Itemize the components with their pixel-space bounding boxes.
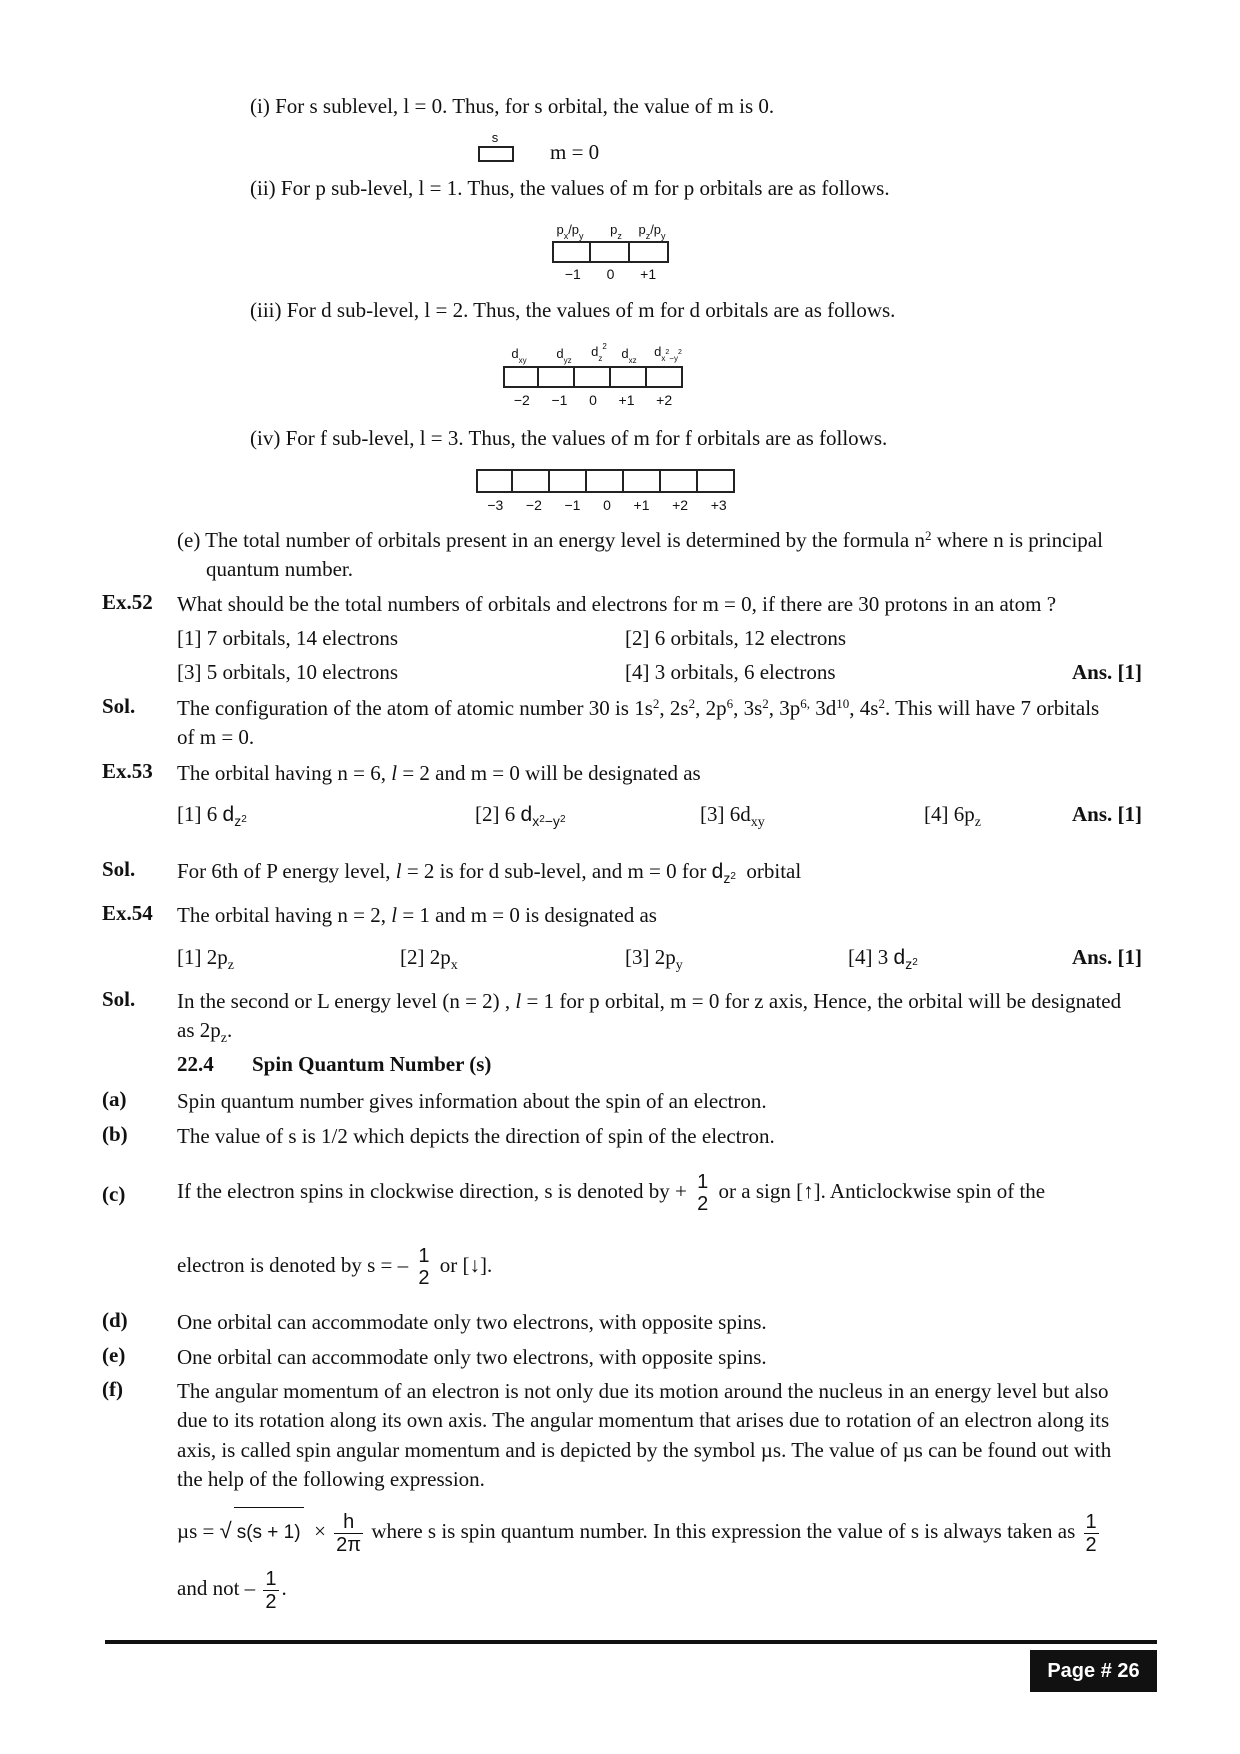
point-c-2: electron is denoted by s = – 1 2 or [↓]. bbox=[177, 1245, 493, 1290]
d-label-x2y2: $d_{x^2-y^2}$ bbox=[654, 344, 682, 363]
point-a: Spin quantum number gives information about the spin of an electron. bbox=[177, 1089, 767, 1113]
p-label-2: $p_z$ bbox=[610, 222, 622, 241]
ex53-label: Ex.53 bbox=[102, 759, 153, 783]
ex52-option-4: [4] 3 orbitals, 6 electrons bbox=[625, 660, 836, 684]
ex52-solution-2: of m = 0. bbox=[177, 725, 255, 749]
d-label-yz: $d_{yz}$ bbox=[556, 346, 572, 365]
point-f-line-2: due to its rotation along its own axis. The angular momentum that arises due to rotation of an electron along its bbox=[177, 1408, 1110, 1432]
line-e-total-orbitals: (e) The total number of orbitals present in an energy level is determined by the formula $n^2$ where n is principal bbox=[177, 528, 1103, 552]
ex54-question: The orbital having n = 2, l = 1 and m = 0 is designated as bbox=[177, 903, 657, 927]
ex54-sol-label: Sol. bbox=[102, 987, 136, 1011]
ex52-option-1: [1] 7 orbitals, 14 electrons bbox=[177, 626, 399, 650]
ex53-option-3: [3] $6d_{xy}$ bbox=[700, 802, 765, 830]
f-orbital-boxes bbox=[476, 469, 735, 493]
ex52-label: Ex.52 bbox=[102, 590, 153, 614]
ex53-sol-label: Sol. bbox=[102, 857, 136, 881]
ex53-option-4: [4] $6p_z$ bbox=[924, 802, 981, 830]
ex53-answer: Ans. [1] bbox=[1072, 802, 1143, 826]
s-m-value: m = 0 bbox=[550, 140, 600, 164]
p-orbital-boxes bbox=[552, 241, 669, 263]
ex53-option-2: [2] 6 $d_{x^2-y^2}$ bbox=[475, 802, 566, 829]
d-orbital-boxes bbox=[503, 366, 683, 388]
ex52-question: What should be the total numbers of orbitals and electrons for m = 0, if there are 30 protons in an atom ? bbox=[177, 592, 1057, 616]
point-f-label: (f) bbox=[102, 1377, 123, 1401]
f-m-values: −3 −2 −1 0 +1 +2 +3 bbox=[487, 497, 727, 513]
ex52-answer: Ans. [1] bbox=[1072, 660, 1143, 684]
ex54-option-3: [3] $2p_y$ bbox=[625, 945, 683, 973]
ex53-question: The orbital having n = 6, l = 2 and m = 0 will be designated as bbox=[177, 761, 701, 785]
ex52-solution: The configuration of the atom of atomic number 30 is $1s^2$, $2s^2$, $2p^6$, $3s^2$, $3p^{6,}$ $3d^{10}$, $4s^2$. This will have 7 orbitals bbox=[177, 696, 1100, 720]
p-label-1: $p_x/p_y$ bbox=[556, 222, 584, 241]
p-m-values: −1 0 +1 bbox=[564, 266, 657, 282]
page-number: Page # 26 bbox=[1030, 1650, 1157, 1692]
point-d: One orbital can accommodate only two electrons, with opposite spins. bbox=[177, 1310, 767, 1334]
ex52-sol-label: Sol. bbox=[102, 694, 136, 718]
section-number: 22.4 bbox=[177, 1052, 214, 1076]
d-m-values: −2 −1 0 +1 +2 bbox=[513, 392, 673, 408]
line-e-quantum-number: quantum number. bbox=[206, 557, 353, 581]
d-label-z2: $d_z^2$ bbox=[591, 342, 607, 363]
point-a-label: (a) bbox=[102, 1087, 127, 1111]
p-label-3: $p_z/p_y$ bbox=[638, 222, 666, 241]
spin-formula: µs = √ s(s + 1) × $\frac{h}{2\pi}$ where s is spin quantum number. In this expression the value of s is always taken as $\frac{1}{2}$ bbox=[177, 1506, 1102, 1558]
point-b: The value of s is 1/2 which depicts the direction of spin of the electron. bbox=[177, 1124, 775, 1148]
line-d-sublevel: (iii) For d sub-level, l = 2. Thus, the values of m for d orbitals are as follows. bbox=[250, 298, 896, 322]
ex52-option-2: [2] 6 orbitals, 12 electrons bbox=[625, 626, 847, 650]
point-f-line-3: axis, is called spin angular momentum and is depicted by the symbol µs. The value of µs can be found out with bbox=[177, 1438, 1112, 1462]
ex54-option-2: [2] $2p_x$ bbox=[400, 945, 458, 973]
ex54-option-4: [4] 3 $d_{z^2}$ bbox=[848, 945, 918, 972]
ex54-label: Ex.54 bbox=[102, 901, 153, 925]
point-f-line-4: the help of the following expression. bbox=[177, 1467, 485, 1491]
ex52-option-3: [3] 5 orbitals, 10 electrons bbox=[177, 660, 399, 684]
point-e: One orbital can accommodate only two electrons, with opposite spins. bbox=[177, 1345, 767, 1369]
line-s-sublevel: (i) For s sublevel, l = 0. Thus, for s orbital, the value of m is 0. bbox=[250, 94, 775, 118]
ex54-option-1: [1] $2p_z$ bbox=[177, 945, 234, 973]
ex54-answer: Ans. [1] bbox=[1072, 945, 1143, 969]
section-title: Spin Quantum Number (s) bbox=[252, 1052, 492, 1076]
line-f-sublevel: (iv) For f sub-level, l = 3. Thus, the values of m for f orbitals are as follows. bbox=[250, 426, 888, 450]
point-e-label: (e) bbox=[102, 1343, 126, 1367]
footer-rule bbox=[105, 1640, 1157, 1644]
d-label-xy: $d_{xy}$ bbox=[511, 346, 527, 365]
point-f-line-1: The angular momentum of an electron is not only due its motion around the nucleus in an energy level but also bbox=[177, 1379, 1109, 1403]
spin-formula-2: and not – $\frac{1}{2}$ . bbox=[177, 1567, 287, 1613]
point-c: If the electron spins in clockwise direction, s is denoted by + 1 2 or a sign [↑]. Anticlockwise spin of the bbox=[177, 1171, 1046, 1216]
ex54-solution-2: as $2p_z$. bbox=[177, 1018, 233, 1046]
s-orbital-box bbox=[478, 146, 514, 162]
ex54-solution: In the second or L energy level (n = 2) , l = 1 for p orbital, m = 0 for z axis, Hence, the orbital will be designated bbox=[177, 989, 1122, 1013]
d-label-xz: $d_{xz}$ bbox=[621, 346, 637, 365]
point-d-label: (d) bbox=[102, 1308, 128, 1332]
s-orbital-label: s bbox=[491, 130, 499, 145]
point-c-label: (c) bbox=[102, 1182, 126, 1206]
ex53-option-1: [1] 6 $d_{z^2}$ bbox=[177, 802, 247, 829]
point-b-label: (b) bbox=[102, 1122, 128, 1146]
line-p-sublevel: (ii) For p sub-level, l = 1. Thus, the values of m for p orbitals are as follows. bbox=[250, 176, 890, 200]
ex53-solution: For 6th of P energy level, l = 2 is for d sub-level, and m = 0 for $d_{z^2}$ orbital bbox=[177, 859, 802, 886]
